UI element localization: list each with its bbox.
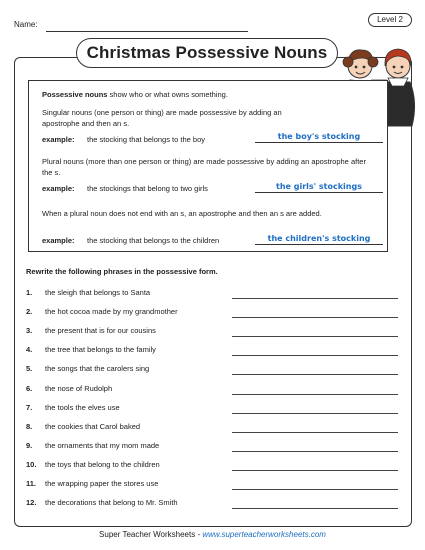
- exercise-phrase: the tree that belongs to the family: [45, 345, 156, 355]
- explanation-box: [28, 80, 388, 252]
- exercise-number: 9.: [26, 440, 33, 450]
- exercise-number: 11.: [26, 479, 37, 488]
- example-label-1: example:: [42, 135, 75, 144]
- exercise-number: 12.: [26, 498, 37, 508]
- exercise-phrase: the cookies that Carol baked: [45, 421, 141, 431]
- example-text-3: the stocking that belongs to the children: [87, 236, 220, 245]
- example-text-2: the stockings that belong to two girls: [87, 184, 208, 193]
- answer-blank[interactable]: [232, 394, 398, 395]
- intro-rest: show who or what owns something.: [107, 90, 228, 99]
- answer-blank[interactable]: [232, 451, 398, 452]
- intro-paragraph: [42, 90, 378, 101]
- exercise-number: 4.: [26, 345, 33, 355]
- exercise-number: 1.: [26, 288, 33, 297]
- footer-url[interactable]: www.superteacherworksheets.com: [202, 530, 326, 539]
- exercise-phrase: the tools the elves use: [45, 402, 120, 412]
- exercise-row: [26, 441, 406, 453]
- exercise-row: [26, 384, 406, 396]
- plural-rule: Plural nouns (more than one person or thing) are made possessive by adding an apostrophe after the s.: [42, 157, 366, 177]
- level-badge: Level 2: [368, 13, 412, 27]
- exercise-phrase: the wrapping paper the stores use: [45, 479, 159, 488]
- exercise-number: 8.: [26, 421, 33, 431]
- exercise-number: 5.: [26, 364, 33, 374]
- exercise-row: [26, 364, 406, 376]
- intro-bold: Possessive nouns: [42, 90, 108, 99]
- answer-blank[interactable]: [232, 508, 398, 509]
- name-label: Name:: [14, 20, 38, 29]
- exercise-phrase: the toys that belong to the children: [45, 459, 160, 469]
- exercise-row: [26, 498, 406, 510]
- answer-blank[interactable]: [232, 470, 398, 471]
- exercise-phrase: the nose of Rudolph: [45, 383, 113, 393]
- page-title: Christmas Possessive Nouns: [76, 38, 338, 68]
- example-label-2: example:: [42, 184, 75, 193]
- exercise-phrase: the decorations that belong to Mr. Smith: [45, 498, 178, 508]
- irregular-plural-rule: When a plural noun does not end with an s, an apostrophe and then an s are added.: [42, 209, 322, 218]
- name-input-line[interactable]: [46, 31, 248, 32]
- answer-blank[interactable]: [232, 317, 398, 318]
- exercise-row: [26, 422, 406, 434]
- answer-blank[interactable]: [232, 489, 398, 490]
- exercise-row: [26, 460, 406, 472]
- exercise-number: 6.: [26, 383, 33, 393]
- answer-blank[interactable]: [232, 298, 398, 299]
- exercise-row: [26, 403, 406, 415]
- exercise-phrase: the hot cocoa made by my grandmother: [45, 307, 178, 317]
- exercise-phrase: the sleigh that belongs to Santa: [45, 288, 151, 297]
- answer-blank[interactable]: [232, 432, 398, 433]
- exercise-row: [26, 479, 406, 491]
- exercise-number: 7.: [26, 402, 33, 412]
- example-answer-3: the children's stocking: [255, 233, 383, 245]
- exercise-number: 3.: [26, 326, 33, 336]
- exercise-phrase: the ornaments that my mom made: [45, 440, 160, 450]
- exercise-row: [26, 345, 406, 357]
- footer-brand: Super Teacher Worksheets: [99, 530, 196, 539]
- example-label-3: example:: [42, 236, 75, 245]
- answer-blank[interactable]: [232, 374, 398, 375]
- exercise-row: [26, 288, 406, 300]
- answer-blank[interactable]: [232, 355, 398, 356]
- example-text-1: the stocking that belongs to the boy: [87, 135, 205, 144]
- answer-blank[interactable]: [232, 413, 398, 414]
- exercise-number: 10.: [26, 459, 37, 469]
- footer: [0, 530, 425, 539]
- exercise-phrase: the present that is for our cousins: [45, 326, 156, 336]
- example-answer-1: the boy's stocking: [255, 131, 383, 143]
- exercise-row: [26, 307, 406, 319]
- exercise-number: 2.: [26, 307, 33, 317]
- footer-separator: -: [195, 530, 203, 539]
- example-answer-2: the girls' stockings: [255, 181, 383, 193]
- directions: Rewrite the following phrases in the possessive form.: [26, 267, 218, 276]
- exercise-phrase: the songs that the carolers sing: [45, 364, 150, 374]
- singular-rule: Singular nouns (one person or thing) are made possessive by adding an apostrophe and then an s.: [42, 108, 282, 128]
- exercise-row: [26, 326, 406, 338]
- answer-blank[interactable]: [232, 336, 398, 337]
